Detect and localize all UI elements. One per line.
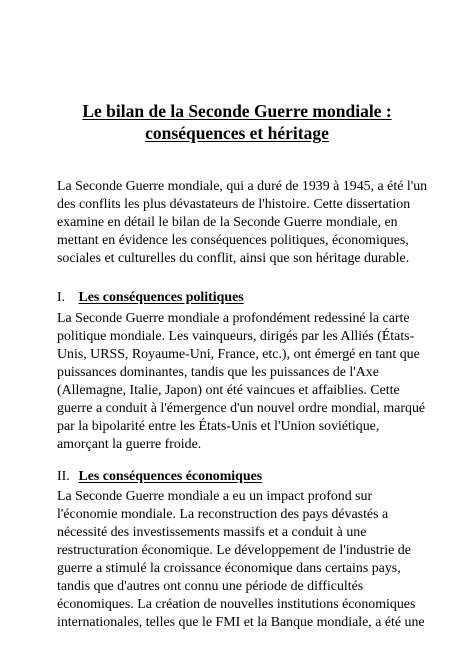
- paragraph-line: guerre a conduit à l'émergence d'un nouvel ordre mondial, marqué: [57, 401, 426, 416]
- paragraph-line: amorçant la guerre froide.: [57, 437, 202, 452]
- paragraph-line: Unis, URSS, Royaume-Uni, France, etc.), ont émergé en tant que: [57, 347, 420, 362]
- paragraph-line: puissances dominantes, tandis que les puissances de l'Axe: [57, 365, 379, 380]
- intro-line: La Seconde Guerre mondiale, qui a duré de 1939 à 1945, a été l'un: [57, 179, 428, 194]
- section-heading-political: [57, 289, 244, 307]
- section-number: II.: [57, 469, 70, 484]
- section-number: I.: [57, 290, 66, 305]
- paragraph-line: politique mondiale. Les vainqueurs, dirigés par les Alliés (États-: [57, 329, 415, 344]
- intro-line: sociales et culturelles du conflit, ainsi que son héritage durable.: [57, 251, 410, 266]
- intro-line: des conflits les plus dévastateurs de l'histoire. Cette dissertation: [57, 197, 411, 212]
- paragraph-line: guerre a stimulé la croissance économique dans certains pays,: [57, 561, 401, 576]
- paragraph-line: La Seconde Guerre mondiale a profondément redessiné la carte: [57, 311, 410, 326]
- paragraph-line: restructuration économique. Le développement de l'industrie de: [57, 543, 411, 558]
- paragraph-line: (Allemagne, Italie, Japon) ont été vaincues et affaiblies. Cette: [57, 383, 400, 398]
- section-heading-economic: [57, 468, 262, 486]
- paragraph-line: l'économie mondiale. La reconstruction des pays dévastés a: [57, 507, 389, 522]
- paragraph-line: nécessité des investissements massifs et a conduit à une: [57, 525, 367, 540]
- document-title-line-1: Le bilan de la Seconde Guerre mondiale :: [82, 101, 392, 121]
- document-title-line-2: conséquences et héritage: [145, 123, 329, 143]
- section-heading-text: Les conséquences politiques: [78, 290, 244, 305]
- section-paragraph-economic: [57, 488, 437, 632]
- paragraph-line: économiques. La création de nouvelles institutions économiques: [57, 597, 416, 612]
- intro-line: mettant en évidence les conséquences politiques, économiques,: [57, 233, 409, 248]
- intro-line: examine en détail le bilan de la Seconde Guerre mondiale, en: [57, 215, 398, 230]
- paragraph-line: La Seconde Guerre mondiale a eu un impact profond sur: [57, 489, 373, 504]
- section-heading-text: Les conséquences économiques: [78, 469, 263, 484]
- intro-paragraph: [57, 178, 437, 268]
- section-paragraph-political: [57, 310, 437, 454]
- paragraph-line: internationales, telles que le FMI et la Banque mondiale, a été une: [57, 615, 425, 630]
- paragraph-line: par la bipolarité entre les États-Unis et l'Union soviétique,: [57, 419, 380, 434]
- paragraph-line: tandis que d'autres ont connu une période de difficultés: [57, 579, 364, 594]
